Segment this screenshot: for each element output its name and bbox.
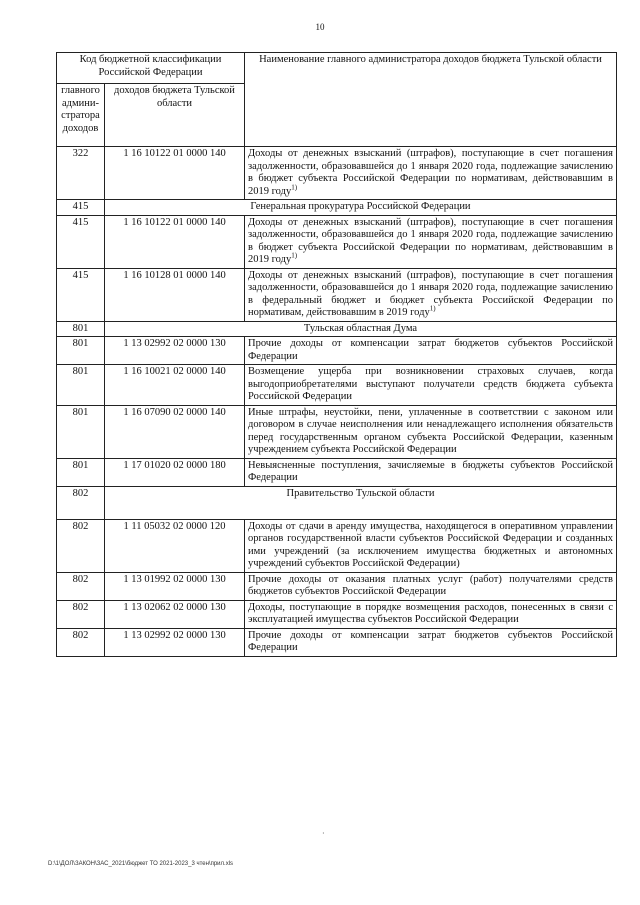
header-admin-column: главного админи-стратора доходов — [57, 84, 105, 147]
income-name-text: Доходы, поступающие в порядке возмещения расходов, понесенных в связи с эксплуатацией имущества субъектов Российской Федерации — [248, 601, 613, 625]
table-row — [57, 572, 617, 600]
admin-code-cell: 802 — [57, 628, 105, 656]
admin-code-cell: 802 — [57, 572, 105, 600]
income-name-cell — [245, 268, 617, 321]
footnote-mark: 1) — [291, 183, 298, 191]
income-name-text: Доходы от денежных взысканий (штрафов), поступающие в счет погашения задолженности, образовавшейся до 1 января 2020 года, подлежащие зачислению в бюджет субъекта Российской Федерации по нормативам, действовавшим в 2019 году — [248, 216, 613, 265]
income-name-cell — [245, 365, 617, 406]
admin-code-cell: 322 — [57, 147, 105, 200]
admin-code-cell: 802 — [57, 519, 105, 572]
income-name-cell — [245, 572, 617, 600]
income-code-cell: 1 16 10128 01 0000 140 — [105, 268, 245, 321]
table-row — [57, 215, 617, 268]
income-name-text: Доходы от денежных взысканий (штрафов), поступающие в счет погашения задолженности, образовавшейся до 1 января 2020 года, подлежащие зачислению в бюджет субъекта Российской Федерации по нормативам, действовавшим в 2019 году — [248, 148, 613, 197]
income-code-cell: 1 16 10122 01 0000 140 — [105, 215, 245, 268]
footer-file-path: D:\1\ДОЛ\ЗАКОН\ЗАС_2021\бюджет ТО 2021-2023_3 чтен\прил.xls — [48, 861, 234, 867]
income-code-cell: 1 16 07090 02 0000 140 — [105, 405, 245, 458]
section-row — [57, 321, 617, 337]
admin-code-cell: 415 — [57, 200, 105, 216]
admin-code-cell: 801 — [57, 405, 105, 458]
income-code-cell: 1 13 02992 02 0000 130 — [105, 337, 245, 365]
income-name-cell — [245, 405, 617, 458]
section-name-cell: Правительство Тульской области — [105, 486, 617, 519]
table-row — [57, 147, 617, 200]
income-name-cell — [245, 458, 617, 486]
footnote-mark: 1) — [429, 304, 436, 313]
table-row — [57, 628, 617, 656]
section-row — [57, 200, 617, 216]
income-name-text: Прочие доходы от оказания платных услуг (работ) получателями средств бюджетов субъектов Российской Федерации — [248, 573, 613, 597]
income-name-text: Прочие доходы от компенсации затрат бюджетов субъектов Российской Федерации — [248, 629, 613, 653]
admin-code-cell: 801 — [57, 458, 105, 486]
income-name-text: Возмещение ущерба при возникновении страховых случаев, когда выгодоприобретателями выступают получатели средств бюджета субъекта Российской Федерации — [248, 366, 613, 402]
section-name-cell: Тульская областная Дума — [105, 321, 617, 337]
admin-code-cell: 802 — [57, 600, 105, 628]
income-name-text: Иные штрафы, неустойки, пени, уплаченные в соответствии с законом или договором в случае неисполнения или ненадлежащего исполнения обязательств перед государственным органом субъекта Российской Федерации, казенным учреждением субъекта Российской Федерации — [248, 406, 613, 455]
income-name-cell — [245, 215, 617, 268]
page-number: 10 — [315, 22, 325, 32]
admin-code-cell: 415 — [57, 215, 105, 268]
admin-code-cell: 801 — [57, 337, 105, 365]
header-code-group: Код бюджетной классификации Российской Федерации — [57, 53, 245, 84]
income-code-cell: 1 16 10122 01 0000 140 — [105, 147, 245, 200]
table-row — [57, 600, 617, 628]
table-body — [57, 147, 617, 657]
admin-code-cell: 801 — [57, 365, 105, 406]
table-row — [57, 405, 617, 458]
income-code-cell: 1 16 10021 02 0000 140 — [105, 365, 245, 406]
admin-code-cell: 415 — [57, 268, 105, 321]
header-income-column: доходов бюджета Тульской области — [105, 84, 245, 147]
footnote-mark: 1) — [291, 251, 298, 260]
scan-dot: · — [322, 829, 325, 838]
income-name-cell — [245, 337, 617, 365]
admin-code-cell: 801 — [57, 321, 105, 337]
income-code-cell: 1 13 01992 02 0000 130 — [105, 572, 245, 600]
income-name-cell — [245, 628, 617, 656]
header-name-column: Наименование главного администратора доходов бюджета Тульской области — [245, 53, 617, 147]
income-name-cell — [245, 600, 617, 628]
income-name-text: Прочие доходы от компенсации затрат бюджетов субъектов Российской Федерации — [248, 338, 613, 362]
section-name-cell: Генеральная прокуратура Российской Федерации — [105, 200, 617, 216]
income-code-cell: 1 17 01020 02 0000 180 — [105, 458, 245, 486]
income-code-cell: 1 11 05032 02 0000 120 — [105, 519, 245, 572]
table-row — [57, 268, 617, 321]
income-name-text: Доходы от денежных взысканий (штрафов), поступающие в счет погашения задолженности, образовавшейся до 1 января 2020 года, подлежащие зачислению в федеральный бюджет и бюджет субъекта Российской Федерации по нормативам, действовавшим в 2019 году — [248, 269, 613, 318]
income-name-cell — [245, 147, 617, 200]
income-name-text: Невыясненные поступления, зачисляемые в бюджеты субъектов Российской Федерации — [248, 459, 613, 483]
income-code-cell: 1 13 02062 02 0000 130 — [105, 600, 245, 628]
budget-classification-table — [56, 52, 617, 657]
income-code-cell: 1 13 02992 02 0000 130 — [105, 628, 245, 656]
table-row — [57, 458, 617, 486]
table-row — [57, 519, 617, 572]
admin-code-cell: 802 — [57, 486, 105, 519]
table-row — [57, 337, 617, 365]
section-row — [57, 486, 617, 519]
income-name-text: Доходы от сдачи в аренду имущества, находящегося в оперативном управлении органов государственной власти субъектов Российской Федерации и созданных ими учреждений (за исключением имущества бюджетных и автономных учреждений субъектов Российской Федерации) — [248, 520, 613, 569]
table-row — [57, 365, 617, 406]
income-name-cell — [245, 519, 617, 572]
